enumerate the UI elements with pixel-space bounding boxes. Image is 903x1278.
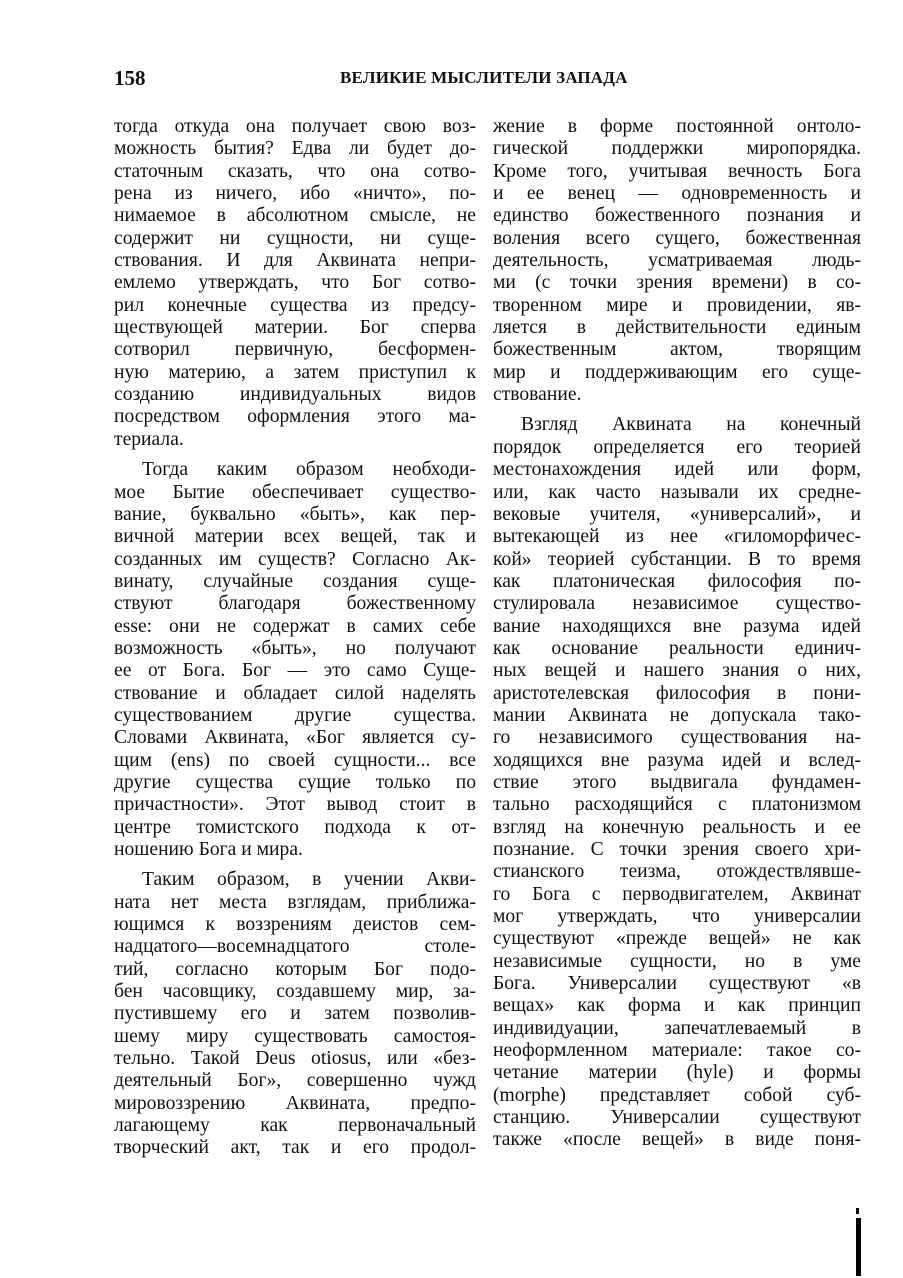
text-line: лагающему как первоначальный — [114, 1115, 476, 1137]
text-line: порядок определяется его теорией — [493, 436, 861, 458]
text-line: местонахождения идей или форм, — [493, 459, 861, 481]
text-line: ных вещей и нашего знания о них, — [493, 660, 861, 682]
text-line: познание. С точки зрения своего хри- — [493, 839, 861, 860]
text-line: мир и поддерживающим его суще- — [493, 361, 861, 383]
text-line: стианского теизма, отождествлявше- — [493, 861, 861, 883]
text-line: териала. — [114, 428, 184, 450]
text-line: содержит ни сущности, ни суще- — [114, 227, 476, 249]
text-line: вековые учителя, «универсалий», и — [493, 503, 861, 525]
text-line: ствование и обладает силой наделять — [114, 682, 476, 704]
text-line: бен часовщику, создавшему мир, за- — [114, 981, 476, 1003]
text-line: рена из ничего, ибо «ничто», по- — [114, 183, 476, 205]
text-line: деятельность, усматриваемая людь- — [493, 250, 861, 272]
text-line: Кроме того, учитывая вечность Бога — [493, 160, 861, 182]
text-line: щим (ens) по своей сущности... все — [114, 749, 476, 771]
text-line: го Бога с перводвигателем, Аквинат — [493, 883, 861, 905]
text-line: го независимого существования на- — [493, 727, 861, 749]
text-line: творческий акт, так и его продол- — [114, 1137, 476, 1159]
text-line: существуют «прежде вещей» не как — [493, 928, 861, 950]
text-line: сотворил первичную, бесформен- — [114, 339, 476, 361]
text-line: как платоническая философия по- — [493, 570, 861, 592]
text-line: винату, случайные создания суще- — [114, 570, 476, 592]
paragraph-gap — [114, 861, 476, 869]
text-line: индивидуации, запечатлеваемый в — [493, 1017, 861, 1039]
text-line: Таким образом, в учении Акви- — [142, 869, 476, 891]
text-line: мировоззрению Аквината, предпо- — [114, 1092, 476, 1114]
text-line: единство божественного познания и — [493, 205, 861, 227]
left-column — [114, 116, 476, 1160]
text-line: деятельный Бог», совершенно чужд — [114, 1070, 476, 1092]
text-line: воления всего сущего, божественная — [493, 227, 861, 249]
running-head-title: ВЕЛИКИЕ МЫСЛИТЕЛИ ЗАПАДА — [340, 68, 628, 87]
text-line: другие существа сущие только по — [114, 771, 476, 793]
text-line: тий, согласно которым Бог подо- — [114, 958, 476, 980]
text-line: также «после вещей» в виде поня- — [493, 1129, 861, 1151]
text-line: посредством оформления этого ма- — [114, 406, 476, 428]
text-line: кой» теорией субстанции. В то время — [493, 548, 861, 570]
text-line: мании Аквината не допускала тако- — [493, 704, 861, 726]
text-line: жение в форме постоянной онтоло- — [493, 116, 861, 137]
text-line: ми (с точки зрения времени) в со- — [493, 272, 861, 294]
text-line: вание, буквально «быть», как пер- — [114, 503, 476, 525]
text-line: взгляд на конечную реальность и ее — [493, 816, 861, 838]
text-line: центре томистского подхода к от- — [114, 816, 476, 838]
text-line: шему миру существовать самостоя- — [114, 1025, 476, 1047]
text-line: станцию. Универсалии существуют — [493, 1107, 861, 1129]
text-line: творенном мире и провидении, яв- — [493, 294, 861, 316]
text-line: вещах» как форма и как принцип — [493, 995, 861, 1017]
text-line: независимые сущности, но в уме — [493, 950, 861, 972]
text-line: esse: они не содержат в самих себе — [114, 615, 476, 637]
text-line: ствуют благодаря божественному — [114, 593, 476, 615]
text-line: можность бытия? Едва ли будет до- — [114, 138, 476, 160]
paragraph-gap — [114, 451, 476, 459]
text-line: пустившему его и затем позволив- — [114, 1003, 476, 1025]
text-line: вытекающей из нее «гиломорфичес- — [493, 526, 861, 548]
text-line: ношению Бога и мира. — [114, 839, 303, 860]
text-line: как основание реальности единич- — [493, 637, 861, 659]
text-line: четание материи (hyle) и формы — [493, 1062, 861, 1084]
text-line: ната нет места взглядам, приближа- — [114, 891, 476, 913]
text-line: Взгляд Аквината на конечный — [521, 414, 861, 436]
text-line: вичной материи всех вещей, так и — [114, 526, 476, 548]
text-line: стулировала независимое существо- — [493, 593, 861, 615]
text-line: Тогда каким образом необходи- — [142, 459, 476, 481]
text-line: ществующей материи. Бог сперва — [114, 317, 476, 339]
text-line: Бога. Универсалии существуют «в — [493, 973, 861, 995]
text-line: божественным актом, творящим — [493, 339, 861, 361]
text-line: ходящихся вне разума идей и вслед- — [493, 749, 861, 771]
text-line: нимаемое в абсолютном смысле, не — [114, 205, 476, 227]
text-line: ствование. — [493, 384, 582, 406]
text-line: тельно. Такой Deus otiosus, или «без- — [114, 1048, 476, 1070]
text-line: возможность «быть», но получают — [114, 637, 476, 659]
text-line: аристотелевская философия в пони- — [493, 682, 861, 704]
text-line: гической поддержки миропорядка. — [493, 138, 861, 160]
text-line: существованием другие существа. — [114, 704, 476, 726]
text-line: рил конечные существа из предсу- — [114, 294, 476, 316]
text-line: причастности». Этот вывод стоит в — [114, 794, 476, 816]
text-line: (morphe) представляет собой суб- — [493, 1084, 861, 1106]
text-line: и ее венец — одновременность и — [493, 183, 861, 205]
text-line: мог утверждать, что универсалии — [493, 906, 861, 928]
text-line: емлемо утверждать, что Бог сотво- — [114, 272, 476, 294]
text-line: ствования. И для Аквината непри- — [114, 250, 476, 272]
text-line: ствие этого выдвигала фундамен- — [493, 771, 861, 793]
text-line: тогда откуда она получает свою воз- — [114, 116, 476, 137]
text-line: тально расходящийся с платонизмом — [493, 794, 861, 816]
text-line: ную материю, а затем приступил к — [114, 361, 476, 383]
text-line: вание находящихся вне разума идей — [493, 615, 861, 637]
text-line: созданных им существ? Согласно Ак- — [114, 548, 476, 570]
page-number: 158 — [114, 66, 146, 90]
text-line: надцатого—восемнадцатого столе- — [114, 936, 476, 958]
text-line: Словами Аквината, «Бог является су- — [114, 727, 476, 749]
text-line: или, как часто называли их средне- — [493, 481, 861, 503]
text-line: ляется в действительности единым — [493, 317, 861, 339]
paragraph-gap — [493, 406, 861, 414]
text-line: созданию индивидуальных видов — [114, 384, 476, 406]
text-line: статочным сказать, что она сотво- — [114, 160, 476, 182]
text-line: неоформленном материале: такое со- — [493, 1040, 861, 1062]
scan-edge-mark — [856, 1218, 861, 1276]
text-line: ющимся к воззрениям деистов сем- — [114, 914, 476, 936]
text-line: мое Бытие обеспечивает существо- — [114, 481, 476, 503]
right-column — [493, 116, 861, 1152]
text-line: ее от Бога. Бог — это само Суще- — [114, 660, 476, 682]
